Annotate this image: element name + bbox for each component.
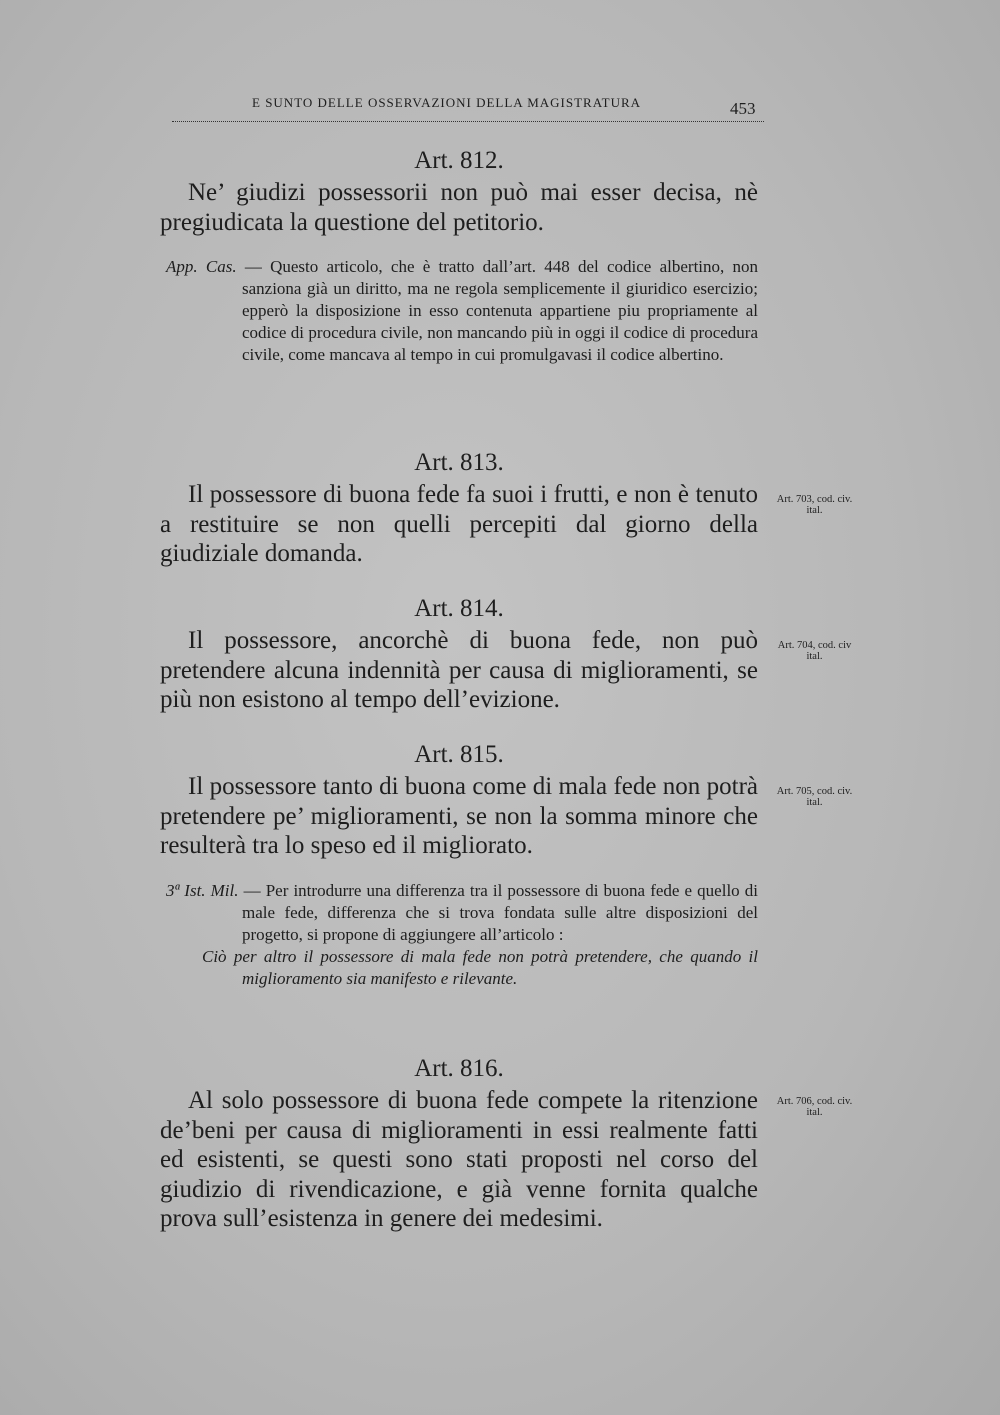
margin-reference: [762, 640, 867, 662]
margin-ref-line: Art. 706, cod. civ.: [776, 1096, 853, 1107]
article-815-note: [160, 880, 758, 990]
note-text: Per introdurre una differenza tra il possessore di buona fede e quello di male fede, differenza che si trova fondata sulle altre disposizioni del progetto, si propone di aggiungere all’articolo :: [242, 881, 758, 944]
margin-reference: [762, 1096, 867, 1118]
article-814: [160, 594, 758, 715]
article-813: [160, 448, 758, 569]
article-816: [160, 1054, 758, 1234]
margin-reference: [762, 786, 867, 808]
commentary-note: [160, 256, 758, 366]
margin-ref-line: Art. 705, cod. civ.: [776, 786, 853, 797]
note-text: Questo articolo, che è tratto dall’art. 448 del codice albertino, non sanziona già un diritto, ma ne regola semplicemente il giuridico esercizio; epperò la disposizione in esso contenuta appartiene piu propriamente al codice di procedura civile, non mancando più in oggi il codice di procedura civile, come mancava al tempo in cui promulgavasi il codice albertino.: [242, 257, 759, 364]
article-812: [160, 146, 758, 237]
note-source: App. Cas.: [166, 257, 237, 276]
margin-ref-line: ital.: [806, 651, 823, 662]
margin-ref-line: ital.: [806, 1107, 823, 1118]
page-number: 453: [730, 99, 756, 118]
article-812-note: [160, 256, 758, 366]
margin-reference: [762, 494, 867, 516]
margin-ref-line: ital.: [806, 797, 823, 808]
margin-ref-line: ital.: [806, 505, 823, 516]
note-dash: —: [236, 257, 271, 276]
margin-ref-line: Art. 703, cod. civ.: [776, 494, 853, 505]
article-body: Il possessore di buona fede fa suoi i frutti, e non è tenuto a restituire se non quelli percepiti dal giorno della giudiziale domanda.: [160, 481, 758, 567]
commentary-note: [160, 880, 758, 946]
proposed-amendment: Ciò per altro il possessore di mala fede non potrà pretendere, che quando il miglioramento sia manifesto e rilevante.: [202, 947, 758, 988]
article-title: Art. 814.: [414, 595, 504, 622]
article-body: Il possessore tanto di buona come di mala fede non potrà pretendere pe’ miglioramenti, se non la somma minore che resulterà tra lo speso ed il migliorato.: [160, 773, 758, 859]
note-dash: —: [238, 881, 266, 900]
article-title: Art. 816.: [414, 1055, 504, 1082]
note-source: 3ª Ist. Mil.: [166, 881, 239, 900]
article-body: Il possessore, ancorchè di buona fede, non può pretendere alcuna indennità per causa di miglioramenti, se più non esistono al tempo dell’evizione.: [160, 627, 758, 713]
margin-ref-line: Art. 704, cod. civ: [777, 640, 852, 651]
running-title: E SUNTO DELLE OSSERVAZIONI DELLA MAGISTRATURA: [252, 95, 642, 110]
article-title: Art. 813.: [414, 449, 504, 476]
article-title: Art. 815.: [414, 741, 504, 768]
article-815: [160, 740, 758, 861]
article-title: Art. 812.: [414, 147, 504, 174]
article-body: Ne’ giudizi possessorii non può mai esser decisa, nè pregiudicata la questione del petitorio.: [160, 179, 758, 236]
header-rule: [172, 121, 764, 122]
article-body: Al solo possessore di buona fede compete la ritenzione de’beni per causa di miglioramenti in essi realmente fatti ed esistenti, se questi sono stati proposti nel corso del giudizio di rivendicazione, e già venne fornita qualche prova sull’esistenza in genere dei medesimi.: [160, 1087, 758, 1232]
